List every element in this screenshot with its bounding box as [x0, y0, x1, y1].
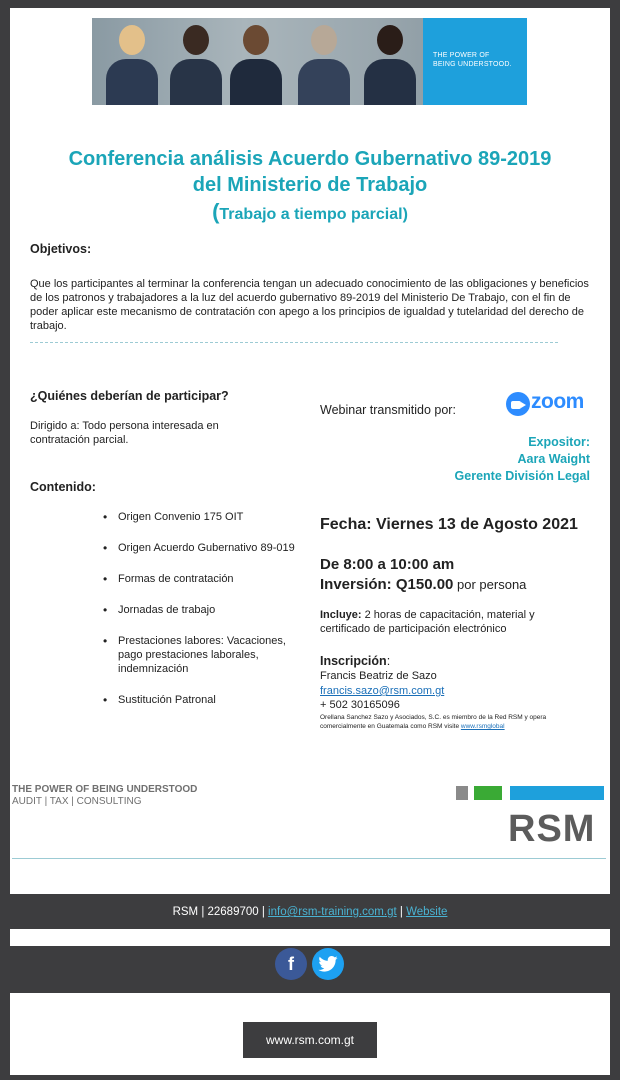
- list-item: • Sustitución Patronal: [106, 693, 306, 707]
- header-banner: [92, 18, 527, 105]
- list-item: • Origen Convenio 175 OIT: [106, 510, 306, 524]
- contact-email-link[interactable]: francis.sazo@rsm.com.gt: [320, 685, 445, 697]
- list-item: • Origen Acuerdo Gubernativo 89-019: [106, 541, 306, 555]
- price-suffix: por persona: [453, 577, 527, 592]
- webinar-label: Webinar transmitido por:: [320, 403, 456, 417]
- brand-tagline: [12, 784, 197, 808]
- footer-company: RSM | 22689700 |: [172, 906, 269, 918]
- disclaimer-text: Orellana Sanchez Sazo y Asociados, S.C. es miembro de la Red RSM y opera comercialmente en Guatemala como RSM visite: [320, 714, 547, 730]
- zoom-logo-text: zoom: [531, 390, 584, 413]
- banner-person: [170, 25, 222, 105]
- contact-phone: + 502 30165096: [320, 699, 400, 711]
- footer-email-link[interactable]: info@rsm-training.com.gt: [268, 906, 397, 918]
- subtitle-text: Trabajo a tiempo parcial): [219, 206, 408, 223]
- banner-person: [298, 25, 350, 105]
- twitter-icon[interactable]: [312, 948, 344, 980]
- incluye-body: 2 horas de capacitación, material y certificado de participación electrónico: [320, 609, 535, 635]
- rsmglobal-link[interactable]: www.rsmglobal: [460, 723, 505, 730]
- page-subtitle: [30, 201, 590, 226]
- inscripcion-colon: :: [386, 654, 391, 668]
- zoom-logo: [506, 390, 592, 418]
- contact-name: Francis Beatriz de Sazo: [320, 670, 437, 682]
- quienes-text: Dirigido a: Todo persona interesada en contratación parcial.: [30, 420, 219, 446]
- price-label: Inversión: Q150.00: [320, 576, 454, 593]
- event-date: Fecha: Viernes 13 de Agosto 2021: [320, 516, 578, 533]
- list-item: • Formas de contratación: [106, 572, 306, 586]
- footer-divider: [12, 858, 606, 859]
- facebook-icon[interactable]: f: [275, 948, 307, 980]
- section-divider: [30, 342, 558, 343]
- event-price: [320, 576, 526, 593]
- objetivos-text: Que los participantes al terminar la conferencia tengan un adecuado conocimiento de las obligaciones y beneficios de los patronos y trabajadores a la luz del acuerdo gubernativo 89-2019 del Ministerio De Trabajo, con el fin de poder aplicar este mecanismo de contratación con apego a los principios de igualdad y tutelaridad del derecho de trabajo.: [30, 278, 589, 332]
- incluye-text: [320, 608, 580, 636]
- brand-tagline-line2: AUDIT | TAX | CONSULTING: [12, 796, 142, 807]
- footer-contact-bar: [0, 895, 620, 929]
- expositor-role: Gerente División Legal: [454, 469, 590, 483]
- subtitle-paren: (: [212, 199, 220, 224]
- banner-person: [364, 25, 416, 105]
- zoom-camera-icon: [506, 392, 530, 416]
- contenido-heading: Contenido:: [30, 480, 96, 494]
- banner-tagline-box: [423, 18, 527, 105]
- disclaimer: [320, 713, 590, 731]
- inscripcion-heading: Inscripción: [320, 654, 387, 668]
- website-button[interactable]: www.rsm.com.gt: [243, 1022, 377, 1058]
- expositor-name: Aara Waight: [517, 452, 590, 466]
- event-time: De 8:00 a 10:00 am: [320, 556, 455, 573]
- banner-person: [106, 25, 158, 105]
- footer-website-link[interactable]: Website: [406, 906, 448, 918]
- contenido-list: [106, 510, 306, 724]
- banner-person: [230, 25, 282, 105]
- list-item: • Jornadas de trabajo: [106, 603, 306, 617]
- page-title: [30, 146, 590, 198]
- inscripcion-label: [320, 654, 390, 668]
- footer-spacer: [10, 929, 610, 946]
- brand-tagline-line1: THE POWER OF BEING UNDERSTOOD: [12, 784, 198, 795]
- title-line2: del Ministerio de Trabajo: [192, 174, 428, 196]
- expositor-label: Expositor:: [528, 435, 590, 449]
- rsm-logo: RSM: [508, 808, 596, 850]
- footer-separator: |: [396, 906, 407, 918]
- title-line1: Conferencia análisis Acuerdo Gubernativo 89-2019: [68, 148, 552, 170]
- banner-tagline: THE POWER OF BEING UNDERSTOOD.: [433, 52, 512, 68]
- quienes-heading: ¿Quiénes deberían de participar?: [30, 389, 229, 403]
- objetivos-heading: Objetivos:: [30, 242, 92, 256]
- list-item: • Prestaciones labores: Vacaciones, pago prestaciones laborales, indemnización: [106, 634, 306, 676]
- email-card: [10, 8, 610, 894]
- incluye-label: Incluye:: [320, 609, 362, 621]
